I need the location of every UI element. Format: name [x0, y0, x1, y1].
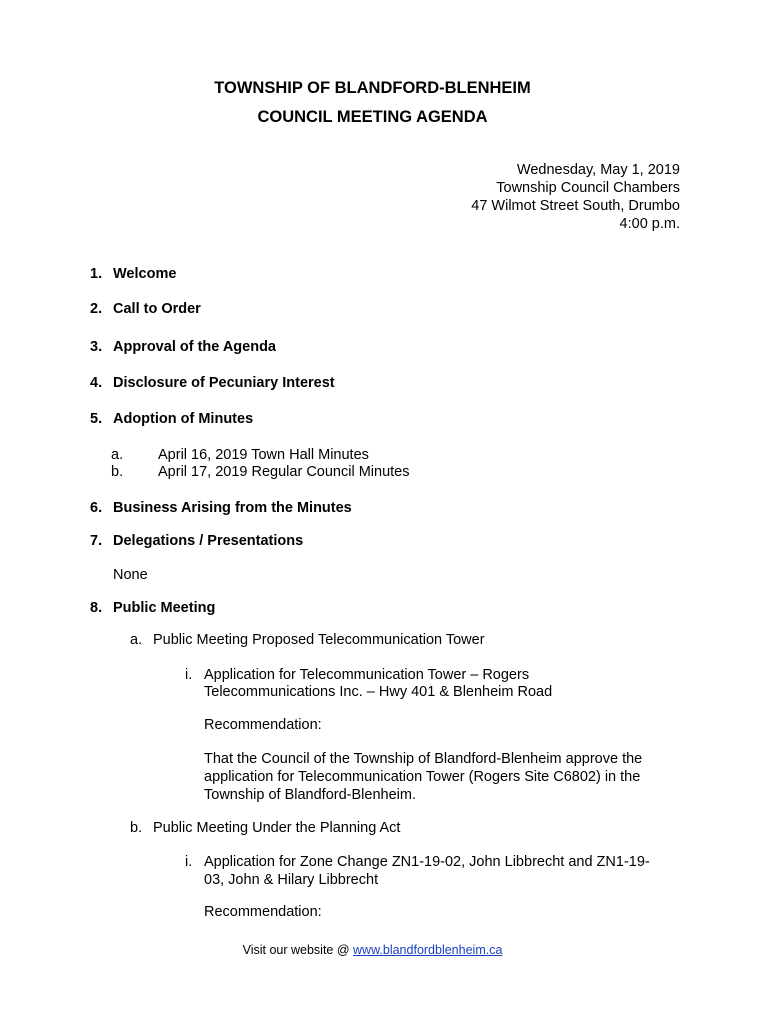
agenda-item-welcome — [90, 265, 176, 283]
tower-application-line1 — [185, 666, 529, 684]
tower-recommendation-line3: Township of Blandford-Blenheim. — [204, 787, 416, 803]
agenda-item-disclosure — [90, 374, 335, 392]
zone-change-line2: 03, John & Hilary Libbrecht — [204, 872, 379, 888]
sub-label: b. — [130, 820, 143, 836]
item-label: Adoption of Minutes — [113, 411, 254, 427]
item-number: 2. — [90, 301, 103, 317]
meeting-time: 4:00 p.m. — [619, 216, 680, 232]
sub-text: April 16, 2019 Town Hall Minutes — [158, 447, 369, 463]
zone-change-line1 — [185, 853, 650, 871]
minutes-item-b — [111, 463, 409, 481]
item-number: 4. — [90, 375, 103, 391]
item-number: 6. — [90, 500, 103, 516]
item-label: Welcome — [113, 266, 177, 282]
public-meeting-a — [130, 631, 485, 649]
footer-text: Visit our website @ — [242, 943, 354, 957]
agenda-item-delegations — [90, 532, 303, 550]
sub-text: Public Meeting Under the Planning Act — [153, 820, 401, 836]
footer — [0, 941, 745, 959]
tower-application-line2: Telecommunications Inc. – Hwy 401 & Blenheim Road — [204, 684, 553, 700]
item-label: Approval of the Agenda — [113, 339, 276, 355]
item-number: 5. — [90, 411, 103, 427]
sub-text: Public Meeting Proposed Telecommunication Tower — [153, 632, 485, 648]
tower-recommendation-label: Recommendation: — [204, 717, 322, 733]
item-label: Disclosure of Pecuniary Interest — [113, 375, 335, 391]
item-number: 3. — [90, 339, 103, 355]
item-label: Business Arising from the Minutes — [113, 500, 352, 516]
agenda-item-public-meeting — [90, 599, 215, 617]
minutes-item-a — [111, 446, 369, 464]
item-label: Delegations / Presentations — [113, 533, 304, 549]
sub-label: b. — [111, 464, 124, 480]
agenda-item-minutes — [90, 410, 253, 428]
tower-recommendation-line2: application for Telecommunication Tower (Rogers Site C6802) in the — [204, 769, 641, 785]
roman-label: i. — [185, 854, 193, 870]
agenda-item-approval — [90, 338, 276, 356]
agenda-item-call-to-order — [90, 300, 201, 318]
item-number: 8. — [90, 600, 103, 616]
sub-label: a. — [130, 632, 143, 648]
sub-label: a. — [111, 447, 124, 463]
meeting-venue: Township Council Chambers — [496, 180, 680, 196]
delegations-body: None — [113, 567, 148, 583]
roman-label: i. — [185, 667, 193, 683]
meeting-address: 47 Wilmot Street South, Drumbo — [471, 198, 680, 214]
tower-recommendation-line1: That the Council of the Township of Blandford-Blenheim approve the — [204, 751, 643, 767]
roman-text: Application for Zone Change ZN1-19-02, John Libbrecht and ZN1-19- — [204, 854, 650, 870]
item-label: Call to Order — [113, 301, 201, 317]
roman-text: Application for Telecommunication Tower – Rogers — [204, 667, 530, 683]
document-title: TOWNSHIP OF BLANDFORD-BLENHEIM — [214, 79, 531, 97]
agenda-item-business-arising — [90, 499, 352, 517]
zone-change-recommendation-label: Recommendation: — [204, 904, 322, 920]
document-subtitle: COUNCIL MEETING AGENDA — [257, 108, 488, 126]
public-meeting-b — [130, 819, 400, 837]
item-number: 1. — [90, 266, 103, 282]
item-number: 7. — [90, 533, 103, 549]
meeting-date: Wednesday, May 1, 2019 — [516, 162, 680, 178]
sub-text: April 17, 2019 Regular Council Minutes — [158, 464, 410, 480]
website-link[interactable]: www.blandfordblenheim.ca — [353, 943, 503, 957]
item-label: Public Meeting — [113, 600, 216, 616]
